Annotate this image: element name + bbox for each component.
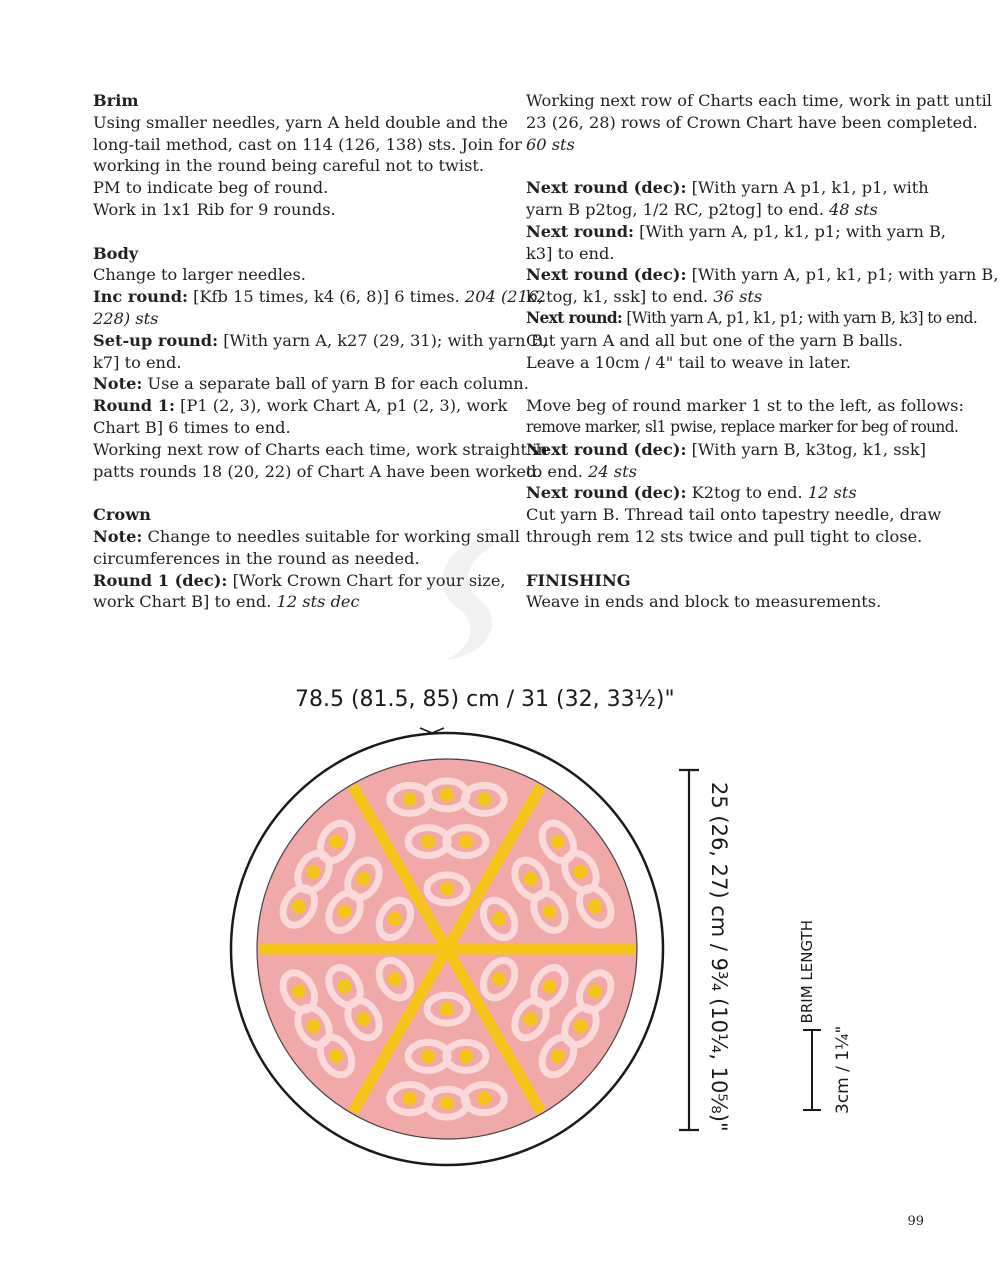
next-round-5-line-1	[526, 439, 946, 461]
knot-dot	[329, 1049, 343, 1063]
knot-dot	[338, 979, 352, 993]
crown-round-1-count: 12 sts dec	[276, 592, 360, 612]
brim-line-5: Work in 1x1 Rib for 9 rounds.	[93, 199, 336, 219]
knot-dot	[356, 1012, 370, 1026]
height-label: 25 (26, 27) cm / 9¾ (10¼, 10⅝)"	[707, 782, 731, 1132]
circumference-label: 78.5 (81.5, 85) cm / 31 (32, 33½)"	[295, 687, 675, 712]
page-number: 99	[907, 1214, 924, 1229]
next-round-6-line	[526, 482, 946, 504]
knot-dot	[421, 835, 435, 849]
next-round-1-label: Next round (dec):	[526, 178, 687, 198]
knot-dot	[492, 972, 506, 986]
knot-dot	[459, 1049, 473, 1063]
knot-dot	[440, 882, 454, 896]
knot-dot	[542, 905, 556, 919]
knot-dot	[306, 1019, 320, 1033]
knot-dot	[551, 1049, 565, 1063]
hat-schematic	[0, 640, 1000, 1180]
left-column	[93, 90, 548, 613]
knot-dot	[492, 912, 506, 926]
move-line-1: Move beg of round marker 1 st to the left, as follows:	[526, 396, 964, 416]
crown-round-1-line-2	[93, 591, 508, 613]
next-round-5-text: [With yarn B, k3tog, k1, ssk]	[686, 439, 926, 459]
cont-line-1: Working next row of Charts each time, work in patt until	[526, 91, 992, 110]
next-round-3-text: [With yarn A, p1, k1, p1; with yarn B,	[686, 265, 999, 285]
knot-dot	[551, 835, 565, 849]
crown-round-1-text: [Work Crown Chart for your size,	[227, 570, 506, 590]
crown-note-line-1	[93, 526, 520, 548]
crown-note-line-2: circumferences in the round as needed.	[93, 548, 420, 568]
next-round-5-text-2: to end.	[526, 461, 589, 481]
setup-round-line-2: k7] to end.	[93, 352, 182, 372]
setup-round-label: Set-up round:	[93, 330, 219, 350]
knot-dot	[388, 912, 402, 926]
crown-round-1-label: Round 1 (dec):	[93, 570, 228, 590]
knot-dot	[292, 984, 306, 998]
brim-measure-label: 3cm / 1¼"	[833, 1025, 853, 1114]
knot-dot	[403, 792, 417, 806]
next-round-1-line-2	[526, 199, 946, 221]
inc-round-label: Inc round:	[93, 287, 188, 307]
knot-dot	[440, 1002, 454, 1016]
inc-round-text: [Kfb 15 times, k4 (6, 8)] 6 times.	[188, 287, 465, 307]
next-round-3-text-2: k2tog, k1, ssk] to end.	[526, 287, 714, 307]
right-column	[526, 90, 999, 613]
knot-dot	[542, 979, 556, 993]
next-round-1-line-1	[526, 177, 946, 199]
cut-line-2: Leave a 10cm / 4" tail to weave in later.	[526, 352, 852, 372]
knot-dot	[588, 984, 602, 998]
inc-round-line-1	[93, 286, 544, 308]
inc-round-count: 204 (216,	[464, 287, 544, 307]
next-round-1-text-2: yarn B p2tog, 1/2 RC, p2tog] to end.	[526, 199, 829, 219]
body-note-text: Use a separate ball of yarn B for each column.	[142, 374, 529, 394]
knot-dot	[477, 792, 491, 806]
inc-round-count-2: 228) sts	[93, 308, 159, 328]
knot-dot	[440, 788, 454, 802]
finishing-heading: FINISHING	[526, 570, 631, 590]
next-round-6-label: Next round (dec):	[526, 483, 687, 503]
round-1-line-2: Chart B] 6 times to end.	[93, 417, 291, 437]
crown-round-1-line-1	[93, 570, 508, 592]
cont-count: 60 sts	[526, 134, 575, 154]
setup-round-text: [With yarn A, k27 (29, 31); with yarn B,	[218, 330, 548, 350]
cont-line-2: 23 (26, 28) rows of Crown Chart have been completed.	[526, 112, 978, 132]
next-round-2-line-1	[526, 221, 946, 243]
knot-dot	[477, 1092, 491, 1106]
crown-round-1-text-2: work Chart B] to end.	[93, 592, 277, 612]
knot-dot	[524, 1012, 538, 1026]
knot-dot	[292, 900, 306, 914]
next-round-1-text: [With yarn A p1, k1, p1, with	[686, 178, 929, 198]
knot-dot	[306, 865, 320, 879]
knot-dot	[388, 972, 402, 986]
crown-note-label: Note:	[93, 526, 143, 546]
brim-line-4: PM to indicate beg of round.	[93, 178, 329, 198]
body-work-2: patts rounds 18 (20, 22) of Chart A have been worked.	[93, 461, 542, 481]
cut-b-line-2: through rem 12 sts twice and pull tight to close.	[526, 526, 923, 546]
knot-dot	[574, 1019, 588, 1033]
knot-dot	[403, 1092, 417, 1106]
brim-heading: Brim	[93, 91, 139, 110]
finishing-text: Weave in ends and block to measurements.	[526, 592, 882, 612]
round-1-label: Round 1:	[93, 396, 175, 416]
knot-dot	[338, 905, 352, 919]
next-round-5-line-2	[526, 461, 946, 483]
body-note-label: Note:	[93, 374, 143, 394]
next-round-4-text: [With yarn A, p1, k1, p1; with yarn B, k3] to end.	[622, 308, 978, 327]
cut-b-line-1: Cut yarn B. Thread tail onto tapestry needle, draw	[526, 505, 942, 525]
body-work-1: Working next row of Charts each time, work straight in	[93, 439, 548, 459]
next-round-3-label: Next round (dec):	[526, 265, 687, 285]
knot-dot	[524, 872, 538, 886]
crown-center	[439, 941, 455, 957]
knot-dot	[356, 872, 370, 886]
body-change: Change to larger needles.	[93, 265, 306, 285]
brim-line-1: Using smaller needles, yarn A held double and the	[93, 112, 509, 132]
next-round-1-count: 48 sts	[829, 199, 878, 219]
cut-line-1: Cut yarn A and all but one of the yarn B balls.	[526, 330, 903, 350]
body-heading: Body	[93, 243, 139, 263]
knot-dot	[440, 1096, 454, 1110]
next-round-2-line-2: k3] to end.	[526, 243, 615, 263]
next-round-3-line-1	[526, 264, 999, 286]
knot-dot	[574, 865, 588, 879]
setup-round-line-1	[93, 330, 548, 352]
next-round-5-count: 24 sts	[588, 461, 637, 481]
next-round-4-label: Next round:	[526, 308, 623, 327]
next-round-2-text: [With yarn A, p1, k1, p1; with yarn B,	[634, 221, 947, 241]
round-1-line-1	[93, 395, 508, 417]
knot-dot	[459, 835, 473, 849]
knot-dot	[329, 835, 343, 849]
next-round-4-line	[526, 308, 978, 330]
brim-line-3: working in the round being careful not to twist.	[93, 156, 485, 176]
crown-heading: Crown	[93, 505, 151, 525]
next-round-6-count: 12 sts	[807, 483, 857, 503]
next-round-3-line-2	[526, 286, 946, 308]
next-round-5-label: Next round (dec):	[526, 439, 687, 459]
next-round-3-count: 36 sts	[713, 287, 763, 307]
body-note	[93, 373, 529, 395]
round-1-text: [P1 (2, 3), work Chart A, p1 (2, 3), work	[174, 396, 508, 416]
crown-disc	[257, 759, 637, 1139]
knot-dot	[421, 1049, 435, 1063]
brim-length-label: BRIM LENGTH	[798, 920, 816, 1024]
brim-line-2: long-tail method, cast on 114 (126, 138) sts. Join for	[93, 134, 522, 154]
next-round-2-label: Next round:	[526, 221, 635, 241]
next-round-6-text: K2tog to end.	[686, 483, 808, 503]
move-line-2: remove marker, sl1 pwise, replace marker for beg of round.	[526, 417, 959, 436]
crown-note-text: Change to needles suitable for working small	[142, 526, 520, 546]
knot-dot	[588, 900, 602, 914]
